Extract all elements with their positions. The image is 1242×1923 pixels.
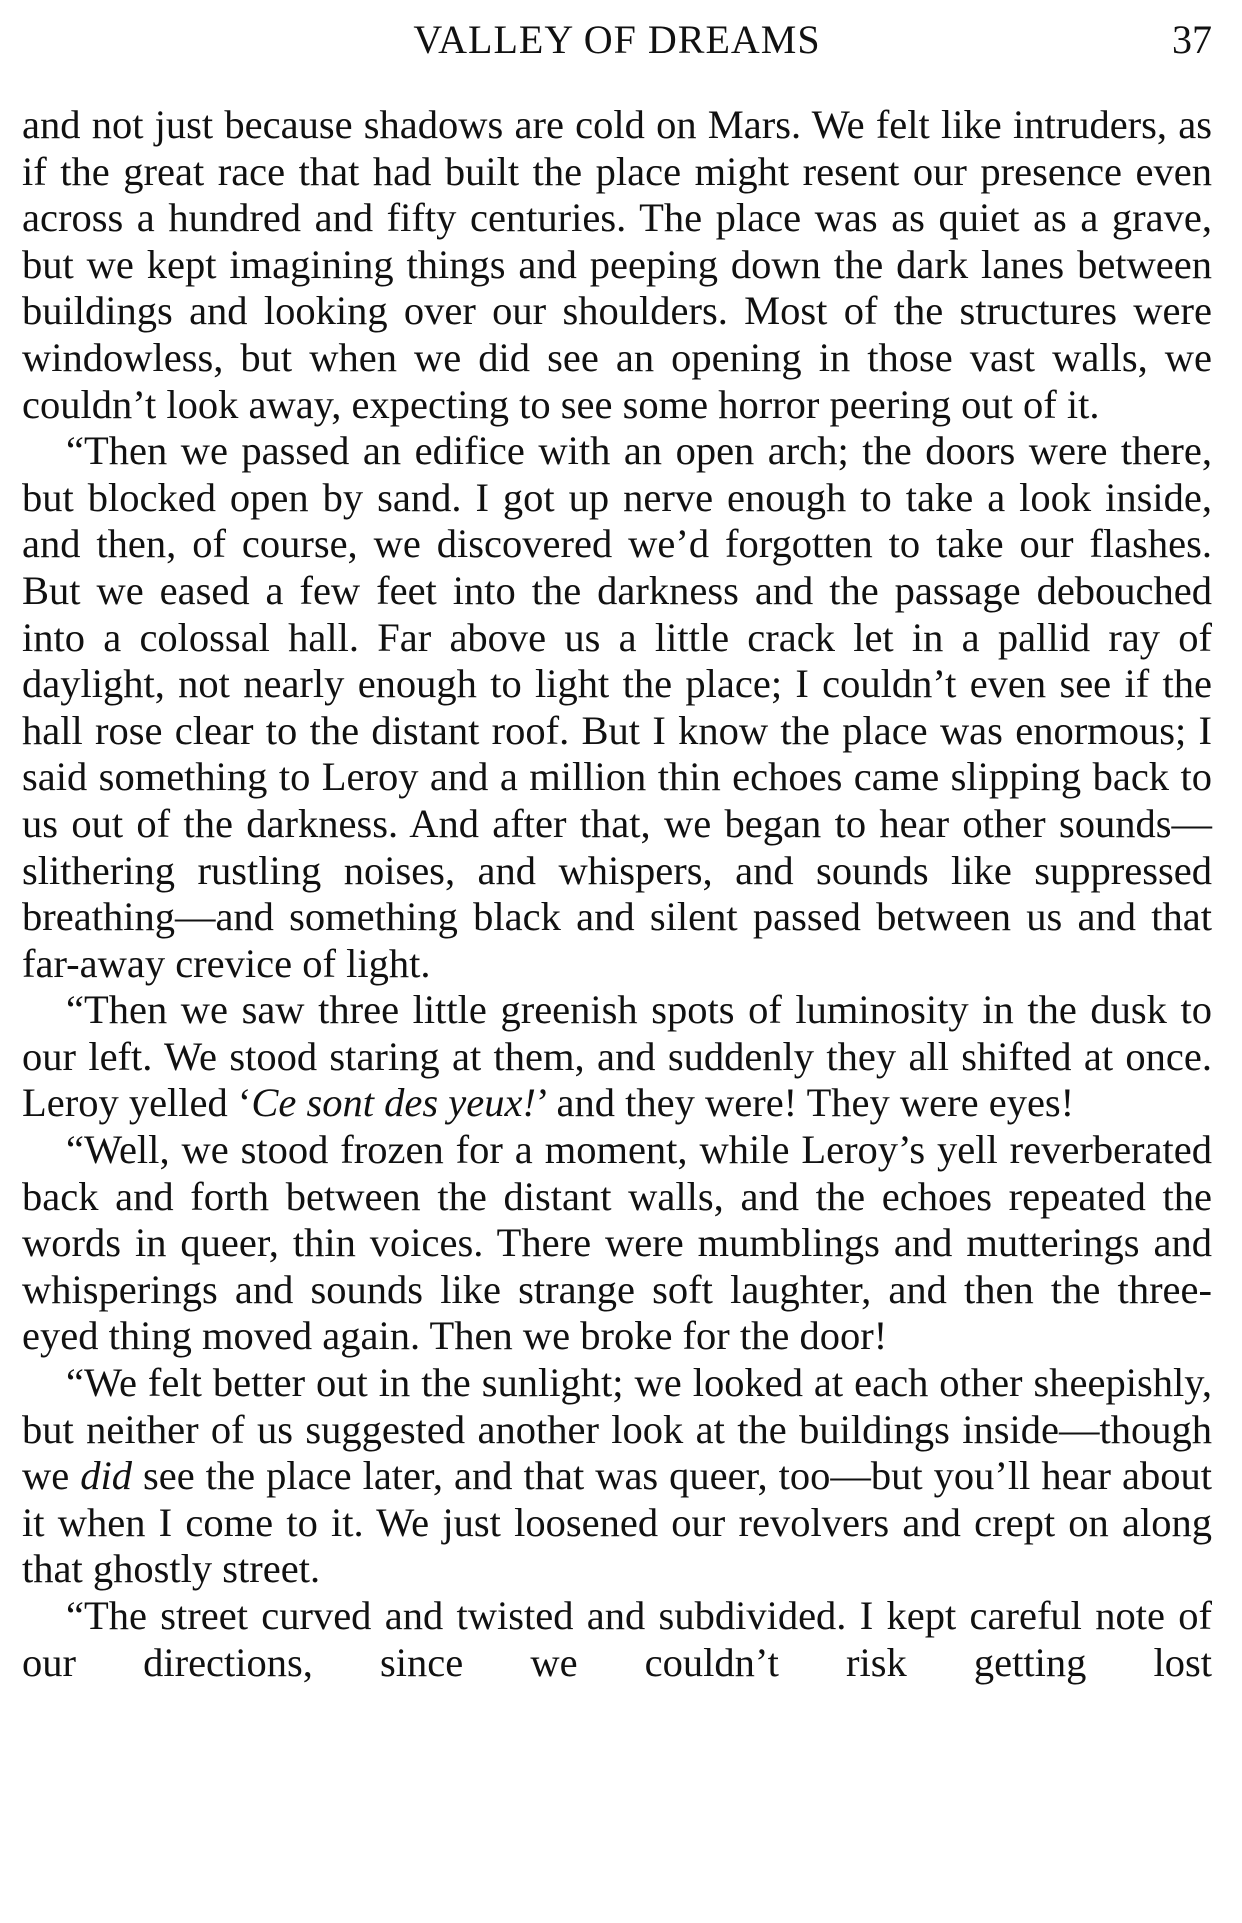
- text-segment: “Then we passed an edifice with an open arch; the doors were there, but blocked open by sand. I got up nerve enough to take a look inside, and then, of course, we discovered we’d forgotten to take our flashes. But we eased a few feet into the darkness and the passage debouched into a colossal hall. Far above us a little crack let in a pallid ray of daylight, not nearly enough to light the place; I couldn’t even see if the hall rose clear to the distant roof. But I know the place was enormous; I said something to Leroy and a million thin echoes came slipping back to us out of the darkness. And after that, we began to hear other sounds—slithering rustling noises, and whispers, and sounds like suppressed breathing—and something black and silent passed between us and that far-away crevice of light.: [22, 428, 1212, 986]
- text-segment: ’ and they were! They were eyes!: [535, 1080, 1075, 1126]
- text-segment: “Well, we stood frozen for a moment, while Leroy’s yell reverberated back and forth between the distant walls, and the echoes repeated the words in queer, thin voices. There were mumblings and mutterings and whisperings and sounds like strange soft laughter, and then the three-eyed thing moved again. Then we broke for the door!: [22, 1127, 1212, 1359]
- paragraph: [22, 102, 1212, 428]
- text-segment: “Then we saw three little greenish spots of luminosity in the dusk to our left. We stood staring at them, and suddenly they all shifted at once. Leroy yelled ‘: [22, 987, 1212, 1126]
- text-segment: “The street curved and twisted and subdivided. I kept careful note of our directions, since we couldn’t risk getting lost: [22, 1593, 1212, 1685]
- paragraph: [22, 428, 1212, 987]
- paragraph: [22, 1593, 1212, 1686]
- italic-word: did: [80, 1453, 132, 1499]
- paragraph: [22, 1360, 1212, 1593]
- paragraph: [22, 987, 1212, 1127]
- text-segment: and not just because shadows are cold on Mars. We felt like intruders, as if the great race that had built the place might resent our presence even across a hundred and fifty centuries. The place was as quiet as a grave, but we kept imagining things and peeping down the dark lanes between buildings and looking over our shoulders. Most of the structures were windowless, but when we did see an opening in those vast walls, we couldn’t look away, expecting to see some horror peering out of it.: [22, 102, 1212, 427]
- text-segment: see the place later, and that was queer, too—but you’ll hear about it when I come to it. We just loosened our revolvers and crept on along that ghostly street.: [22, 1453, 1212, 1592]
- paragraph: [22, 1127, 1212, 1360]
- page-number: 37: [1172, 17, 1212, 62]
- italic-phrase: Ce sont des yeux!: [251, 1080, 536, 1126]
- running-title: VALLEY OF DREAMS: [413, 17, 821, 62]
- running-head: [22, 14, 1212, 66]
- body-text: [22, 102, 1212, 1686]
- text-segment: “We felt better out in the sunlight; we looked at each other sheepishly, but neither of us suggested another look at the buildings inside—though we: [22, 1360, 1212, 1499]
